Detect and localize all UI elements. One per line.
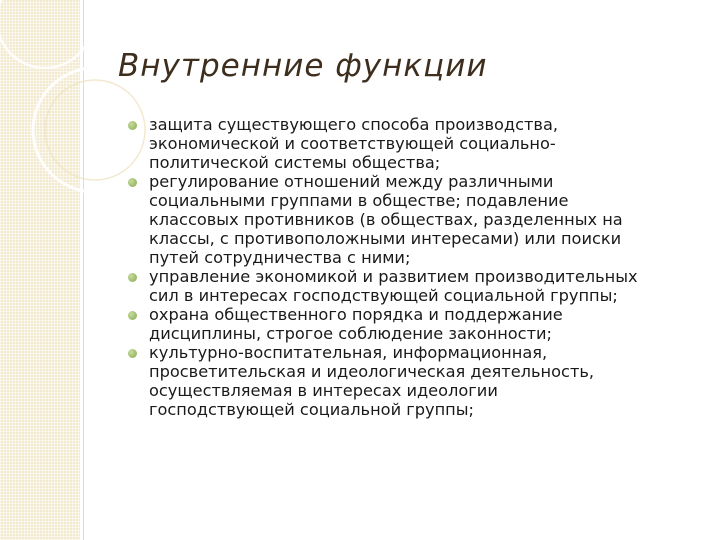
- bullet-line: политической системы общества;: [149, 153, 441, 172]
- bullet-line: осуществляемая в интересах идеологии: [149, 381, 498, 400]
- bullet-item: [128, 343, 708, 419]
- bullet-item: [128, 115, 708, 172]
- bullet-list: [128, 115, 708, 419]
- bullet-item: [128, 267, 708, 305]
- bullet-line: просветительская и идеологическая деятельность,: [149, 362, 595, 381]
- bullet-line: господствующей социальной группы;: [149, 400, 474, 419]
- bullet-line: классовых противников (в обществах, разделенных на: [149, 210, 623, 229]
- bullet-line: путей сотрудничества с ними;: [149, 248, 411, 267]
- bullet-line: дисциплины, строгое соблюдение законности;: [149, 324, 552, 343]
- bullet-item: [128, 305, 708, 343]
- bullet-dot-icon: [128, 311, 137, 320]
- decorative-circle-small: [0, 0, 93, 68]
- bullet-line: культурно-воспитательная, информационная,: [149, 343, 548, 362]
- bullet-line: управление экономикой и развитием производительных: [149, 267, 638, 286]
- bullet-line: сил в интересах господствующей социальной группы;: [149, 286, 618, 305]
- bullet-dot-icon: [128, 121, 137, 130]
- bullet-item: [128, 172, 708, 267]
- bullet-dot-icon: [128, 178, 137, 187]
- bullet-line: защита существующего способа производства,: [149, 115, 559, 134]
- bullet-line: классы, с противоположными интересами) или поиски: [149, 229, 622, 248]
- bullet-line: экономической и соответствующей социально-: [149, 134, 556, 153]
- bullet-line: социальными группами в обществе; подавление: [149, 191, 569, 210]
- bullet-line: охрана общественного порядка и поддержание: [149, 305, 563, 324]
- slide-title: Внутренние функции: [118, 48, 488, 84]
- bullet-dot-icon: [128, 273, 137, 282]
- bullet-dot-icon: [128, 349, 137, 358]
- bullet-line: регулирование отношений между различными: [149, 172, 554, 191]
